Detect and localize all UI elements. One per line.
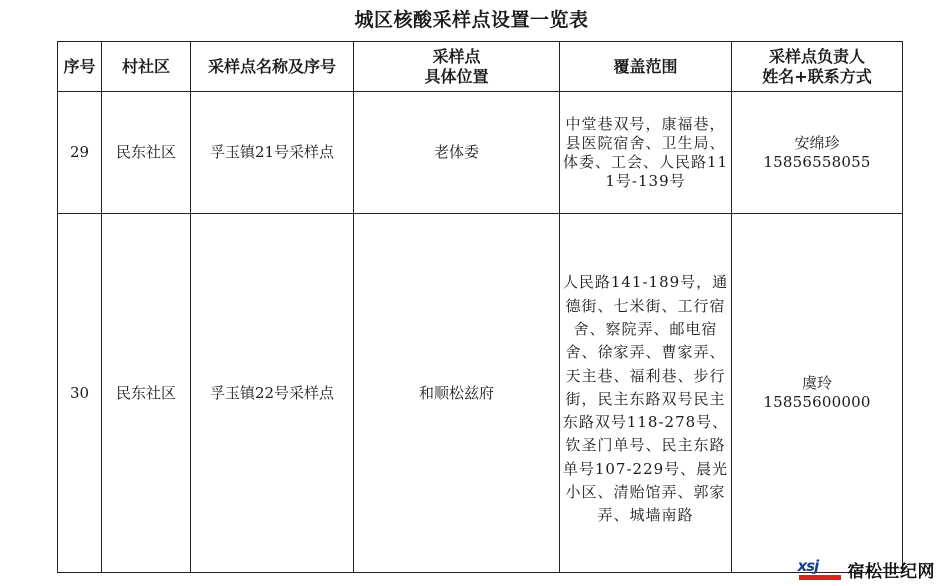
document-title: 城区核酸采样点设置一览表 xyxy=(354,9,589,31)
contact-name: 虞玲 xyxy=(801,374,832,392)
table-header-row xyxy=(58,42,903,92)
header-seq: 序号 xyxy=(58,42,102,92)
cell-location: 老体委 xyxy=(354,92,560,214)
cell-contact xyxy=(732,214,903,573)
cell-coverage: 中堂巷双号，康福巷，县医院宿舍、卫生局、体委、工会、人民路111号-139号 xyxy=(560,92,732,214)
watermark-logo xyxy=(798,558,844,580)
table-row xyxy=(58,214,903,573)
cell-contact xyxy=(732,92,903,214)
header-location-text: 采样点 具体位置 xyxy=(424,46,489,86)
cell-community: 民东社区 xyxy=(102,214,191,573)
table-row xyxy=(58,92,903,214)
header-contact-text: 采样点负责人 姓名+联系方式 xyxy=(762,46,872,86)
watermark-logo-letters: xsj xyxy=(797,557,819,575)
watermark-site-name: 宿松世纪网 xyxy=(847,561,935,582)
cell-site-name: 孚玉镇22号采样点 xyxy=(191,214,354,573)
site-watermark xyxy=(798,558,936,580)
cell-seq: 29 xyxy=(58,92,102,214)
watermark-logo-bar xyxy=(799,575,841,580)
sampling-site-table xyxy=(57,41,903,573)
header-location xyxy=(354,42,560,92)
header-contact xyxy=(732,42,903,92)
contact-phone: 15856558055 xyxy=(763,152,871,171)
cell-community: 民东社区 xyxy=(102,92,191,214)
contact-name: 安绵珍 xyxy=(794,133,840,152)
header-coverage: 覆盖范围 xyxy=(560,42,732,92)
header-community: 村社区 xyxy=(102,42,191,92)
contact-phone: 15855600000 xyxy=(763,393,871,411)
cell-coverage: 人民路141-189号，通德街、七米街、工行宿舍、察院弄、邮电宿舍、徐家弄、曹家弄、天主巷、福利巷、步行街，民主东路双号民主东路双号118-278号、钦圣门单号、民主东路单号107-229号、晨光小区、清贻馆弄、郭家弄、城墙南路 xyxy=(560,214,732,573)
cell-site-name: 孚玉镇21号采样点 xyxy=(191,92,354,214)
cell-seq: 30 xyxy=(58,214,102,573)
header-site-name: 采样点名称及序号 xyxy=(191,42,354,92)
cell-location: 和顺松兹府 xyxy=(354,214,560,573)
